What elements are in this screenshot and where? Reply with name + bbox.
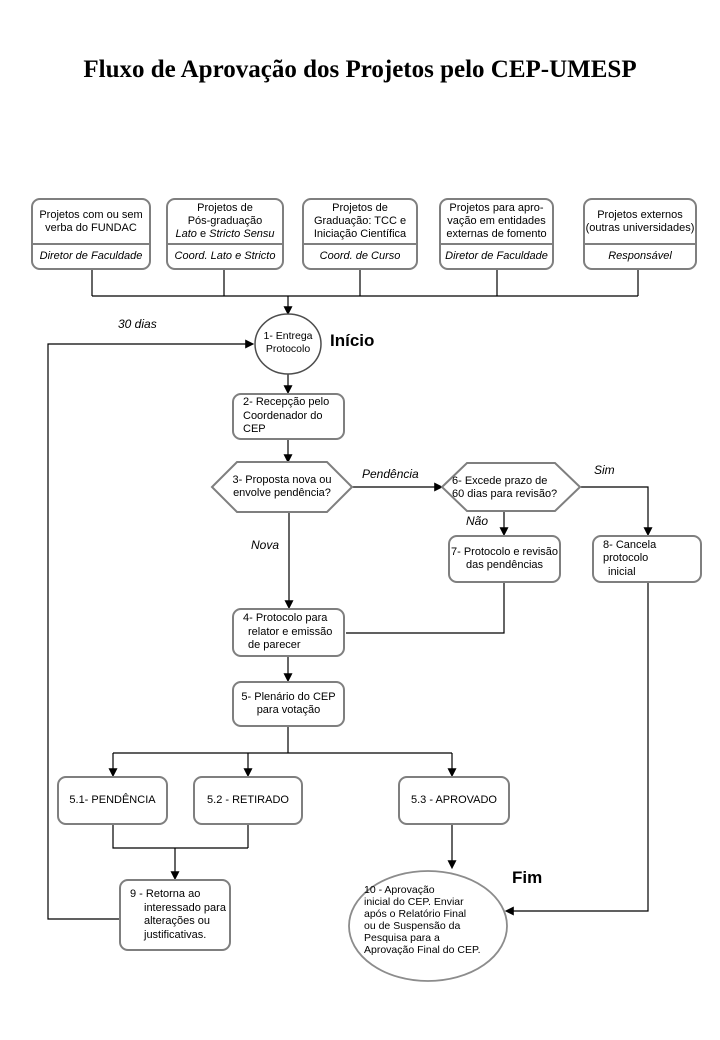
edge-n5-rail (113, 727, 452, 753)
source-box-graduacao-text: Projetos de Graduação: TCC e Iniciação Científica (313, 202, 407, 240)
node-1-entrega-protocolo: 1- Entrega Protocolo (263, 330, 313, 355)
label-30-dias: 30 dias (118, 317, 157, 331)
node-7-protocolo-revisao: 7- Protocolo e revisão das pendências (448, 535, 561, 583)
node-10-aprovacao-inicial: 10 - Aprovação inicial do CEP. Enviar após o Relatório Final ou de Suspensão da Pesquisa para a Aprovação Final do CEP. (364, 884, 481, 956)
label-fim: Fim (512, 868, 543, 887)
source-box-fundac-text: Projetos com ou sem verba do FUNDAC (39, 208, 143, 234)
source-box-graduacao-owner: Coord. de Curso (304, 243, 416, 268)
diagram-title: Fluxo de Aprovação dos Projetos pelo CEP-UMESP (83, 56, 637, 83)
source-box-entidades-externas-text: Projetos para apro- vação em entidades externas de fomento (446, 202, 547, 240)
node-2-recepcao: 2- Recepção pelo Coordenador do CEP (232, 393, 345, 440)
edge-sim (580, 487, 648, 529)
edge-sources-rail (92, 270, 638, 296)
source-box-fundac (31, 198, 151, 270)
source-box-externos (583, 198, 697, 270)
source-box-pos-graduacao (166, 198, 284, 270)
label-pendencia: Pendência (362, 467, 419, 481)
edge-n51-n52-join (113, 825, 248, 848)
node-5-2-retirado: 5.2 - RETIRADO (193, 776, 303, 825)
edge-n8-to-n10 (512, 583, 648, 911)
source-box-externos-text: Projetos externos (outras universidades) (585, 208, 695, 234)
node-9-retorna-interessado: 9 - Retorna ao interessado para alterações ou justificativas. (119, 879, 231, 951)
source-box-entidades-externas-owner: Diretor de Faculdade (441, 243, 552, 268)
node-5-3-aprovado: 5.3 - APROVADO (398, 776, 510, 825)
label-nova: Nova (251, 538, 280, 552)
node-6-excede-prazo-decision-text: 6- Excede prazo de 60 dias para revisão? (452, 475, 558, 500)
edge-n9-feedback-30dias (48, 344, 247, 919)
node-5-plenario: 5- Plenário do CEP para votação (232, 681, 345, 727)
source-box-fundac-owner: Diretor de Faculdade (33, 243, 149, 268)
label-inicio: Início (330, 331, 375, 350)
node-4-protocolo-relator: 4- Protocolo para relator e emissão de parecer (232, 608, 345, 657)
node-3-proposta-decision-text: 3- Proposta nova ou envolve pendência? (232, 474, 332, 499)
source-box-pos-graduacao-text: Projetos de Pós-graduação Lato e Stricto Sensu (175, 202, 275, 240)
source-box-entidades-externas (439, 198, 554, 270)
node-5-1-pendencia: 5.1- PENDÊNCIA (57, 776, 168, 825)
edge-n7-to-n4 (346, 583, 504, 633)
node-8-cancela-protocolo: 8- Cancela protocolo inicial (592, 535, 702, 583)
label-sim: Sim (594, 463, 615, 477)
source-box-pos-graduacao-owner: Coord. Lato e Stricto (168, 243, 282, 268)
source-box-graduacao (302, 198, 418, 270)
label-nao: Não (466, 514, 489, 528)
source-box-externos-owner: Responsável (585, 243, 695, 268)
